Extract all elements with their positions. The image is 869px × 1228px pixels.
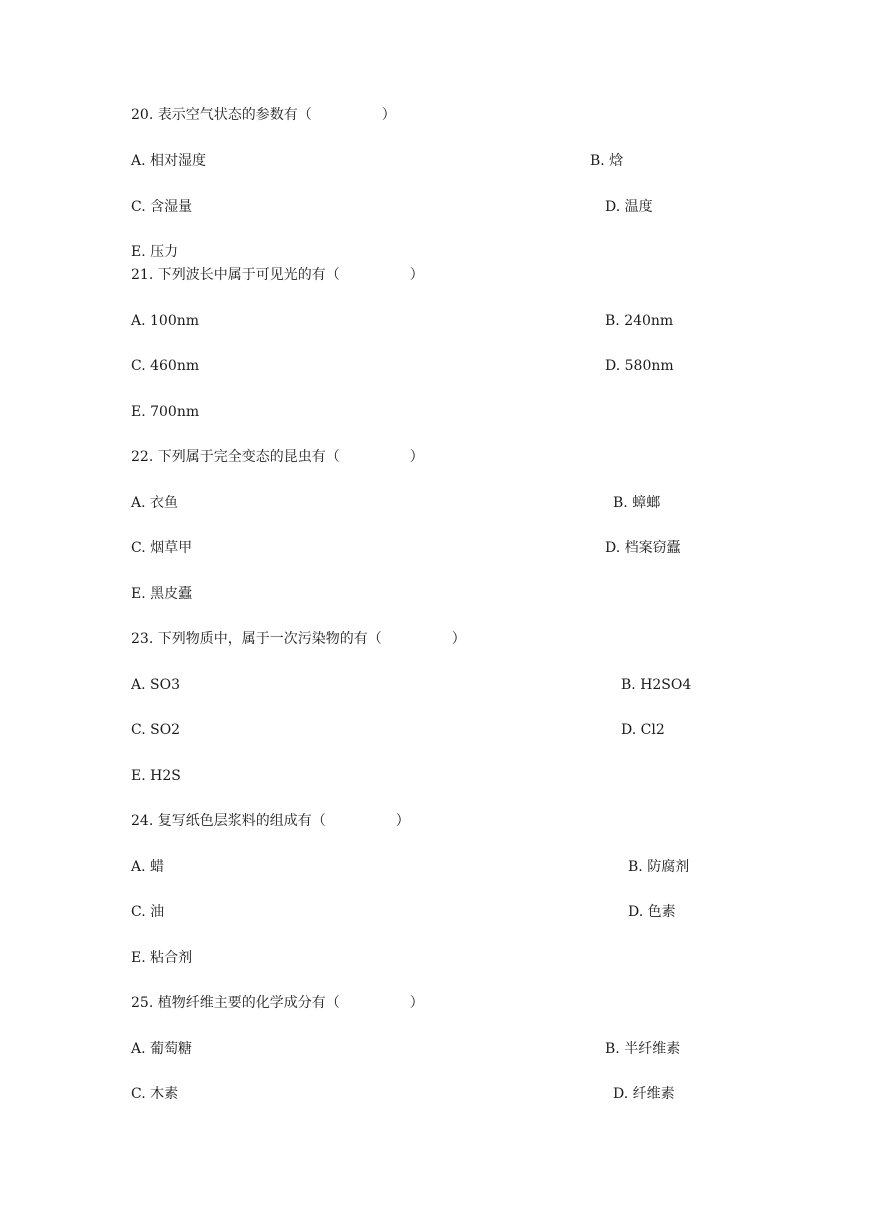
option-c: C. 油 xyxy=(131,904,165,920)
option-c: C. 含湿量 xyxy=(131,199,193,215)
option-c: C. SO2 xyxy=(131,722,181,738)
option-c: C. 烟草甲 xyxy=(131,540,193,556)
option-b: B. 焓 xyxy=(590,153,624,169)
option-d: D. 温度 xyxy=(605,199,653,215)
option-d: D. 档案窃蠹 xyxy=(605,540,681,556)
question-stem: 23. 下列物质中，属于一次污染物的有（ ） xyxy=(131,631,466,647)
option-b: B. 蟑螂 xyxy=(613,495,661,511)
option-d: D. 580nm xyxy=(605,358,674,374)
option-d: D. Cl2 xyxy=(621,722,665,738)
option-a: A. 蜡 xyxy=(131,859,165,875)
option-b: B. 240nm xyxy=(605,313,674,329)
option-e: E. 黑皮蠹 xyxy=(131,586,193,602)
option-a: A. 葡萄糖 xyxy=(131,1041,193,1057)
option-e: E. 粘合剂 xyxy=(131,950,193,966)
option-a: A. 相对湿度 xyxy=(131,153,207,169)
option-a: A. 衣鱼 xyxy=(131,495,179,511)
question-stem: 24. 复写纸色层浆料的组成有（ ） xyxy=(131,813,410,829)
option-a: A. SO3 xyxy=(131,677,180,693)
option-e: E. H2S xyxy=(131,768,181,784)
question-stem: 22. 下列属于完全变态的昆虫有（ ） xyxy=(131,449,424,465)
option-b: B. H2SO4 xyxy=(621,677,692,693)
option-d: D. 纤维素 xyxy=(613,1086,675,1102)
option-c: C. 460nm xyxy=(131,358,200,374)
option-e: E. 压力 xyxy=(131,244,179,260)
option-b: B. 防腐剂 xyxy=(628,859,690,875)
question-stem: 25. 植物纤维主要的化学成分有（ ） xyxy=(131,995,424,1011)
option-e: E. 700nm xyxy=(131,404,200,420)
option-a: A. 100nm xyxy=(131,313,200,329)
question-stem: 21. 下列波长中属于可见光的有（ ） xyxy=(131,267,424,283)
option-c: C. 木素 xyxy=(131,1086,179,1102)
question-stem: 20. 表示空气状态的参数有（ ） xyxy=(131,107,396,123)
option-d: D. 色素 xyxy=(628,904,676,920)
option-b: B. 半纤维素 xyxy=(605,1041,681,1057)
